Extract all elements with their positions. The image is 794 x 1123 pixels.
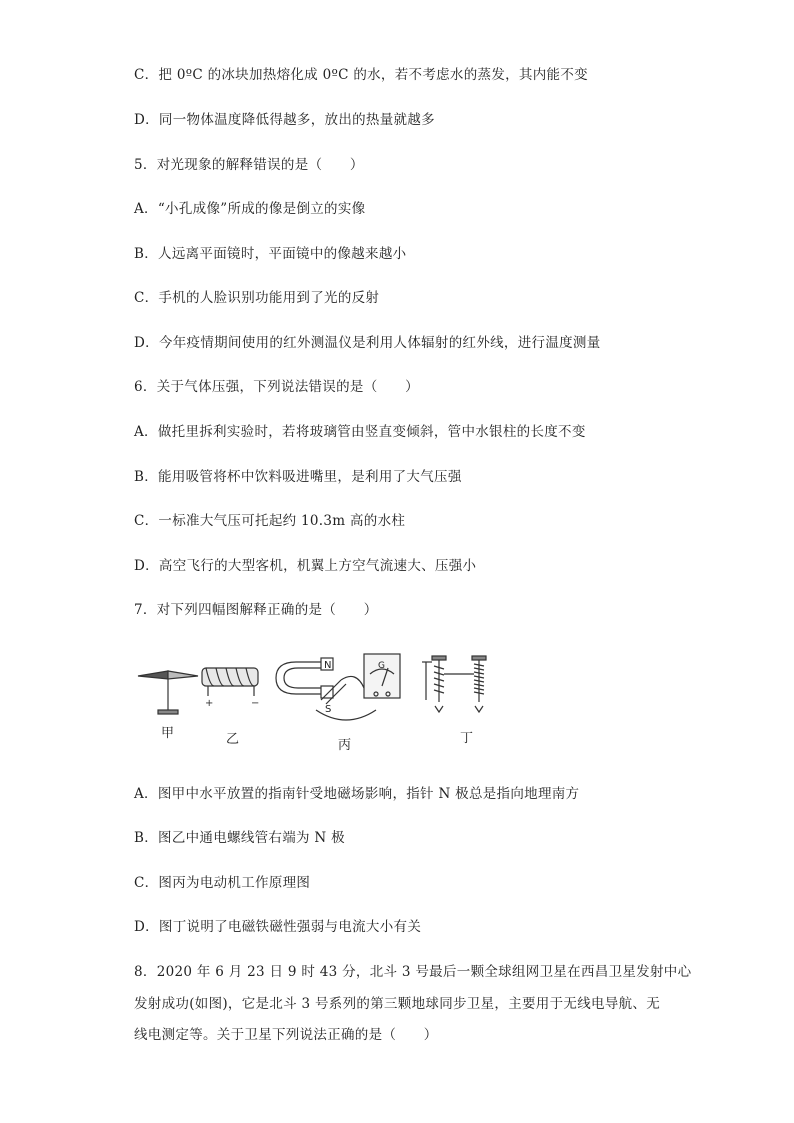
figure-label-jia: 甲 — [161, 726, 175, 741]
question-7: 7．对下列四幅图解释正确的是（ ） — [134, 602, 378, 618]
magnet-s-label: S — [325, 704, 332, 715]
figure-label-bing: 丙 — [338, 738, 352, 753]
figure-drawing — [126, 640, 526, 755]
option-a-q5: A．“小孔成像”所成的像是倒立的实像 — [134, 201, 366, 217]
electromagnets-drawing — [422, 656, 486, 712]
option-b-q5: B．人远离平面镜时，平面镜中的像越来越小 — [134, 246, 407, 262]
question-6: 6．关于气体压强，下列说法错误的是（ ） — [134, 379, 419, 395]
magnet-n-label: N — [324, 660, 332, 671]
option-a-q6: A．做托里拆利实验时，若将玻璃管由竖直变倾斜，管中水银柱的长度不变 — [134, 424, 586, 440]
question-8-line-3: 线电测定等。关于卫星下列说法正确的是（ ） — [134, 1027, 438, 1043]
question-8-line-2: 发射成功(如图)，它是北斗 3 号系列的第三颗地球同步卫星，主要用于无线电导航、无 — [134, 996, 661, 1012]
meter-g-label: G — [378, 661, 385, 671]
option-c-q6: C．一标准大气压可托起约 10.3m 高的水柱 — [134, 513, 406, 529]
option-c-q7: C．图丙为电动机工作原理图 — [134, 875, 311, 891]
question-5: 5．对光现象的解释错误的是（ ） — [134, 157, 364, 173]
question-7-figure — [126, 640, 526, 755]
coil-minus-label: − — [251, 698, 260, 709]
compass-needle-drawing — [138, 671, 198, 714]
option-d-q6: D．高空飞行的大型客机，机翼上方空气流速大、压强小 — [134, 558, 477, 574]
figure-label-yi: 乙 — [226, 732, 240, 747]
figure-label-ding: 丁 — [460, 731, 474, 746]
option-d-q4: D．同一物体温度降低得越多，放出的热量就越多 — [134, 112, 435, 128]
option-b-q6: B．能用吸管将杯中饮料吸进嘴里，是利用了大气压强 — [134, 469, 462, 485]
coil-plus-label: + — [205, 698, 214, 709]
option-d-q7: D．图丁说明了电磁铁磁性强弱与电流大小有关 — [134, 919, 422, 935]
option-a-q7: A．图甲中水平放置的指南针受地磁场影响，指针 N 极总是指向地理南方 — [134, 786, 580, 802]
option-b-q7: B．图乙中通电螺线管右端为 N 极 — [134, 830, 345, 846]
option-c-q4: C．把 0ºC 的冰块加热熔化成 0ºC 的水，若不考虑水的蒸发，其内能不变 — [134, 67, 588, 83]
option-d-q5: D．今年疫情期间使用的红外测温仪是利用人体辐射的红外线，进行温度测量 — [134, 335, 601, 351]
solenoid-drawing — [202, 668, 258, 696]
option-c-q5: C．手机的人脸识别功能用到了光的反射 — [134, 290, 380, 306]
question-8-line-1: 8．2020 年 6 月 23 日 9 时 43 分，北斗 3 号最后一颗全球组网卫星在西昌卫星发射中心 — [134, 964, 692, 980]
